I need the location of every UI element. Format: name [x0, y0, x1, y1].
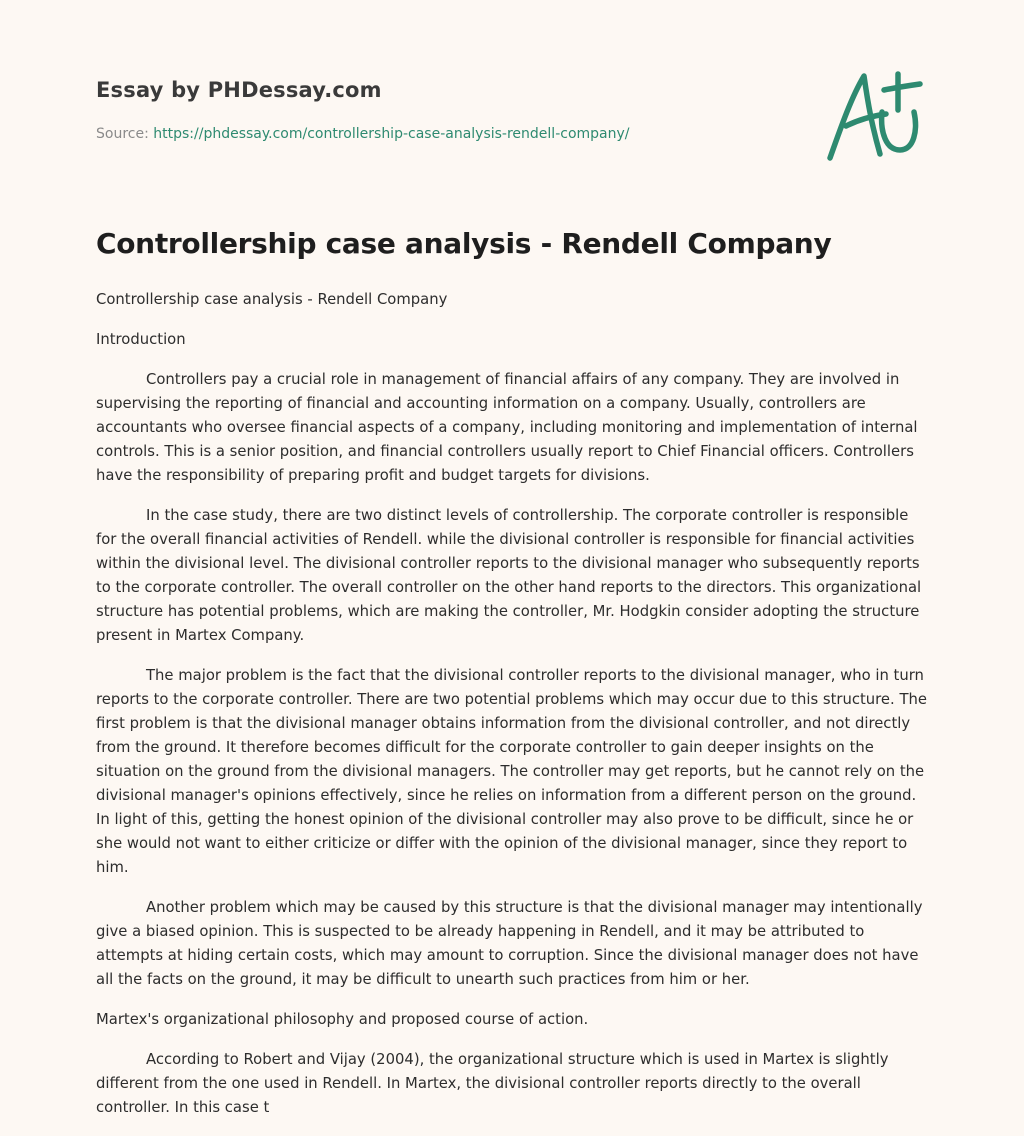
paragraph: Controllers pay a crucial role in management of financial affairs of any company. They are involved in supervising the reporting of financial and accounting information on a company. Usually, controllers are accountants who oversee financial aspects of a company, including monitoring and implementation of internal controls. This is a senior position, and financial controllers usually report to Chief Financial officers. Controllers have the responsibility of preparing profit and budget targets for divisions.: [96, 371, 918, 484]
source-line: [96, 124, 736, 144]
essay-title: Controllership case analysis - Rendell Company: [96, 227, 832, 260]
essay-content: [96, 222, 932, 1136]
section-heading-martex: Martex's organizational philosophy and proposed course of action.: [96, 1011, 589, 1028]
essay-header: [96, 74, 736, 144]
section-heading-introduction: Introduction: [96, 331, 186, 348]
a-plus-grade-logo-icon: [822, 64, 930, 168]
source-label: Source:: [96, 126, 154, 142]
essay-subtitle: Controllership case analysis - Rendell Company: [96, 291, 448, 308]
source-link[interactable]: https://phdessay.com/controllership-case-analysis-rendell-company/: [153, 126, 630, 142]
paragraph: The major problem is the fact that the divisional controller reports to the divisional manager, who in turn reports to the corporate controller. There are two potential problems which may occur due to this structure. The first problem is that the divisional manager obtains information from the divisional controller, and not directly from the ground. It therefore becomes difficult for the corporate controller to gain deeper insights on the situation on the ground from the divisional managers. The controller may get reports, but he cannot rely on the divisional manager's opinions effectively, since he relies on information from a different person on the ground. In light of this, getting the honest opinion of the divisional controller may also prove to be difficult, since he or she would not want to either criticize or differ with the opinion of the divisional manager, since they report to him.: [96, 667, 927, 876]
paragraph: In the case study, there are two distinct levels of controllership. The corporate controller is responsible for the overall financial activities of Rendell. while the divisional controller is responsible for financial activities within the divisional level. The divisional controller reports to the divisional manager who subsequently reports to the corporate controller. The overall controller on the other hand reports to the directors. This organizational structure has potential problems, which are making the controller, Mr. Hodgkin consider adopting the structure present in Martex Company.: [96, 507, 922, 644]
site-brand: Essay by PHDessay.com: [96, 78, 382, 102]
paragraph: According to Robert and Vijay (2004), the organizational structure which is used in Martex is slightly different from the one used in Rendell. In Martex, the divisional controller reports directly to the overall controller. In this case t: [96, 1051, 889, 1116]
paragraph: Another problem which may be caused by this structure is that the divisional manager may intentionally give a biased opinion. This is suspected to be already happening in Rendell, and it may be attributed to attempts at hiding certain costs, which may amount to corruption. Since the divisional manager does not have all the facts on the ground, it may be difficult to unearth such practices from him or her.: [96, 899, 923, 988]
